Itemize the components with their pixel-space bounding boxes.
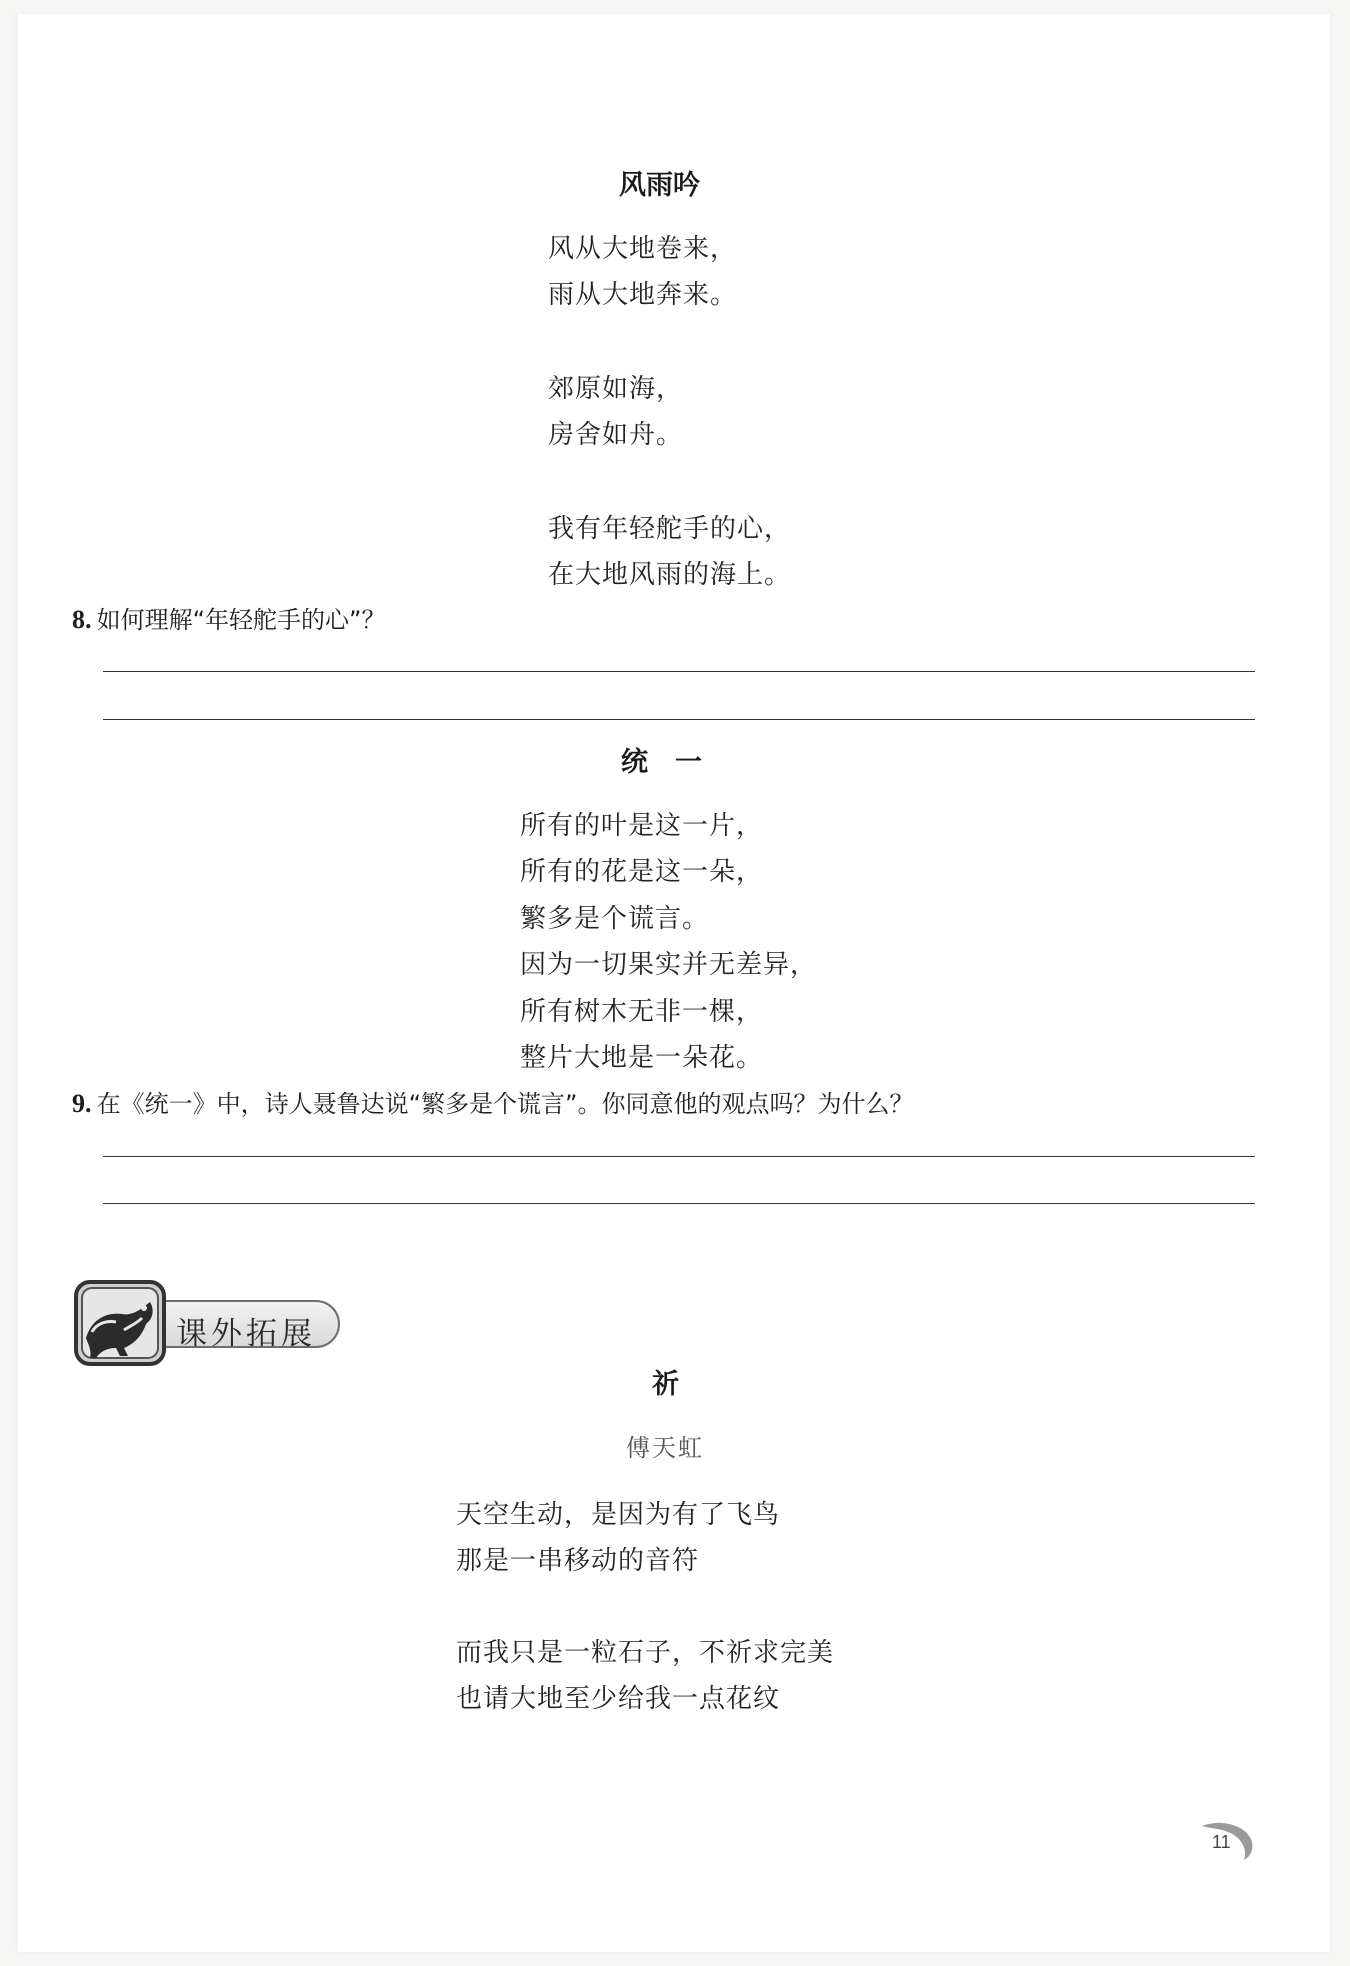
answer-line[interactable]	[103, 1156, 1255, 1157]
answer-line[interactable]	[103, 1203, 1255, 1204]
poem-line: 我有年轻舵手的心，	[548, 514, 792, 544]
poem-line: 所有的叶是这一片，	[520, 811, 764, 841]
question-number: 9.	[72, 1089, 92, 1118]
poem-line: 所有的花是这一朵，	[520, 857, 764, 887]
answer-line[interactable]	[103, 671, 1255, 672]
poem-line: 因为一切果实并无差异，	[520, 950, 818, 980]
poem-line: 那是一串移动的音符	[456, 1546, 700, 1576]
poem-line: 而我只是一粒石子，不祈求完美	[456, 1638, 835, 1668]
page-number: 11	[1212, 1832, 1231, 1852]
section-label: 课外拓展	[176, 1316, 316, 1352]
poem-title-fengyuyin: 风雨吟	[619, 170, 700, 201]
monkey-emblem-icon	[72, 1278, 168, 1368]
question-text: 在《统一》中，诗人聂鲁达说“繁多是个谎言”。你同意他的观点吗？为什么？	[96, 1090, 914, 1118]
poem-line: 天空生动，是因为有了飞鸟	[456, 1500, 781, 1530]
poem-line: 郊原如海，	[548, 374, 684, 404]
poem-line: 繁多是个谎言。	[520, 904, 710, 934]
question-text: 如何理解“年轻舵手的心”？	[96, 606, 386, 634]
poem-title-tongyi: 统 一	[621, 747, 702, 778]
poem-line: 在大地风雨的海上。	[548, 560, 792, 590]
poem-author: 傅天虹	[626, 1434, 704, 1462]
answer-line[interactable]	[103, 719, 1255, 720]
poem-line: 雨从大地奔来。	[548, 280, 738, 310]
poem-line: 所有树木无非一棵，	[520, 997, 764, 1027]
poem-line: 整片大地是一朵花。	[520, 1043, 764, 1073]
question-9	[72, 1084, 913, 1119]
poem-line: 也请大地至少给我一点花纹	[456, 1684, 781, 1714]
question-number: 8.	[72, 605, 92, 634]
poem-title-qi: 祈	[652, 1369, 679, 1400]
poem-line: 房舍如舟。	[548, 420, 684, 450]
section-header-extension	[72, 1276, 358, 1370]
question-8	[72, 600, 385, 635]
poem-line: 风从大地卷来，	[548, 234, 738, 264]
